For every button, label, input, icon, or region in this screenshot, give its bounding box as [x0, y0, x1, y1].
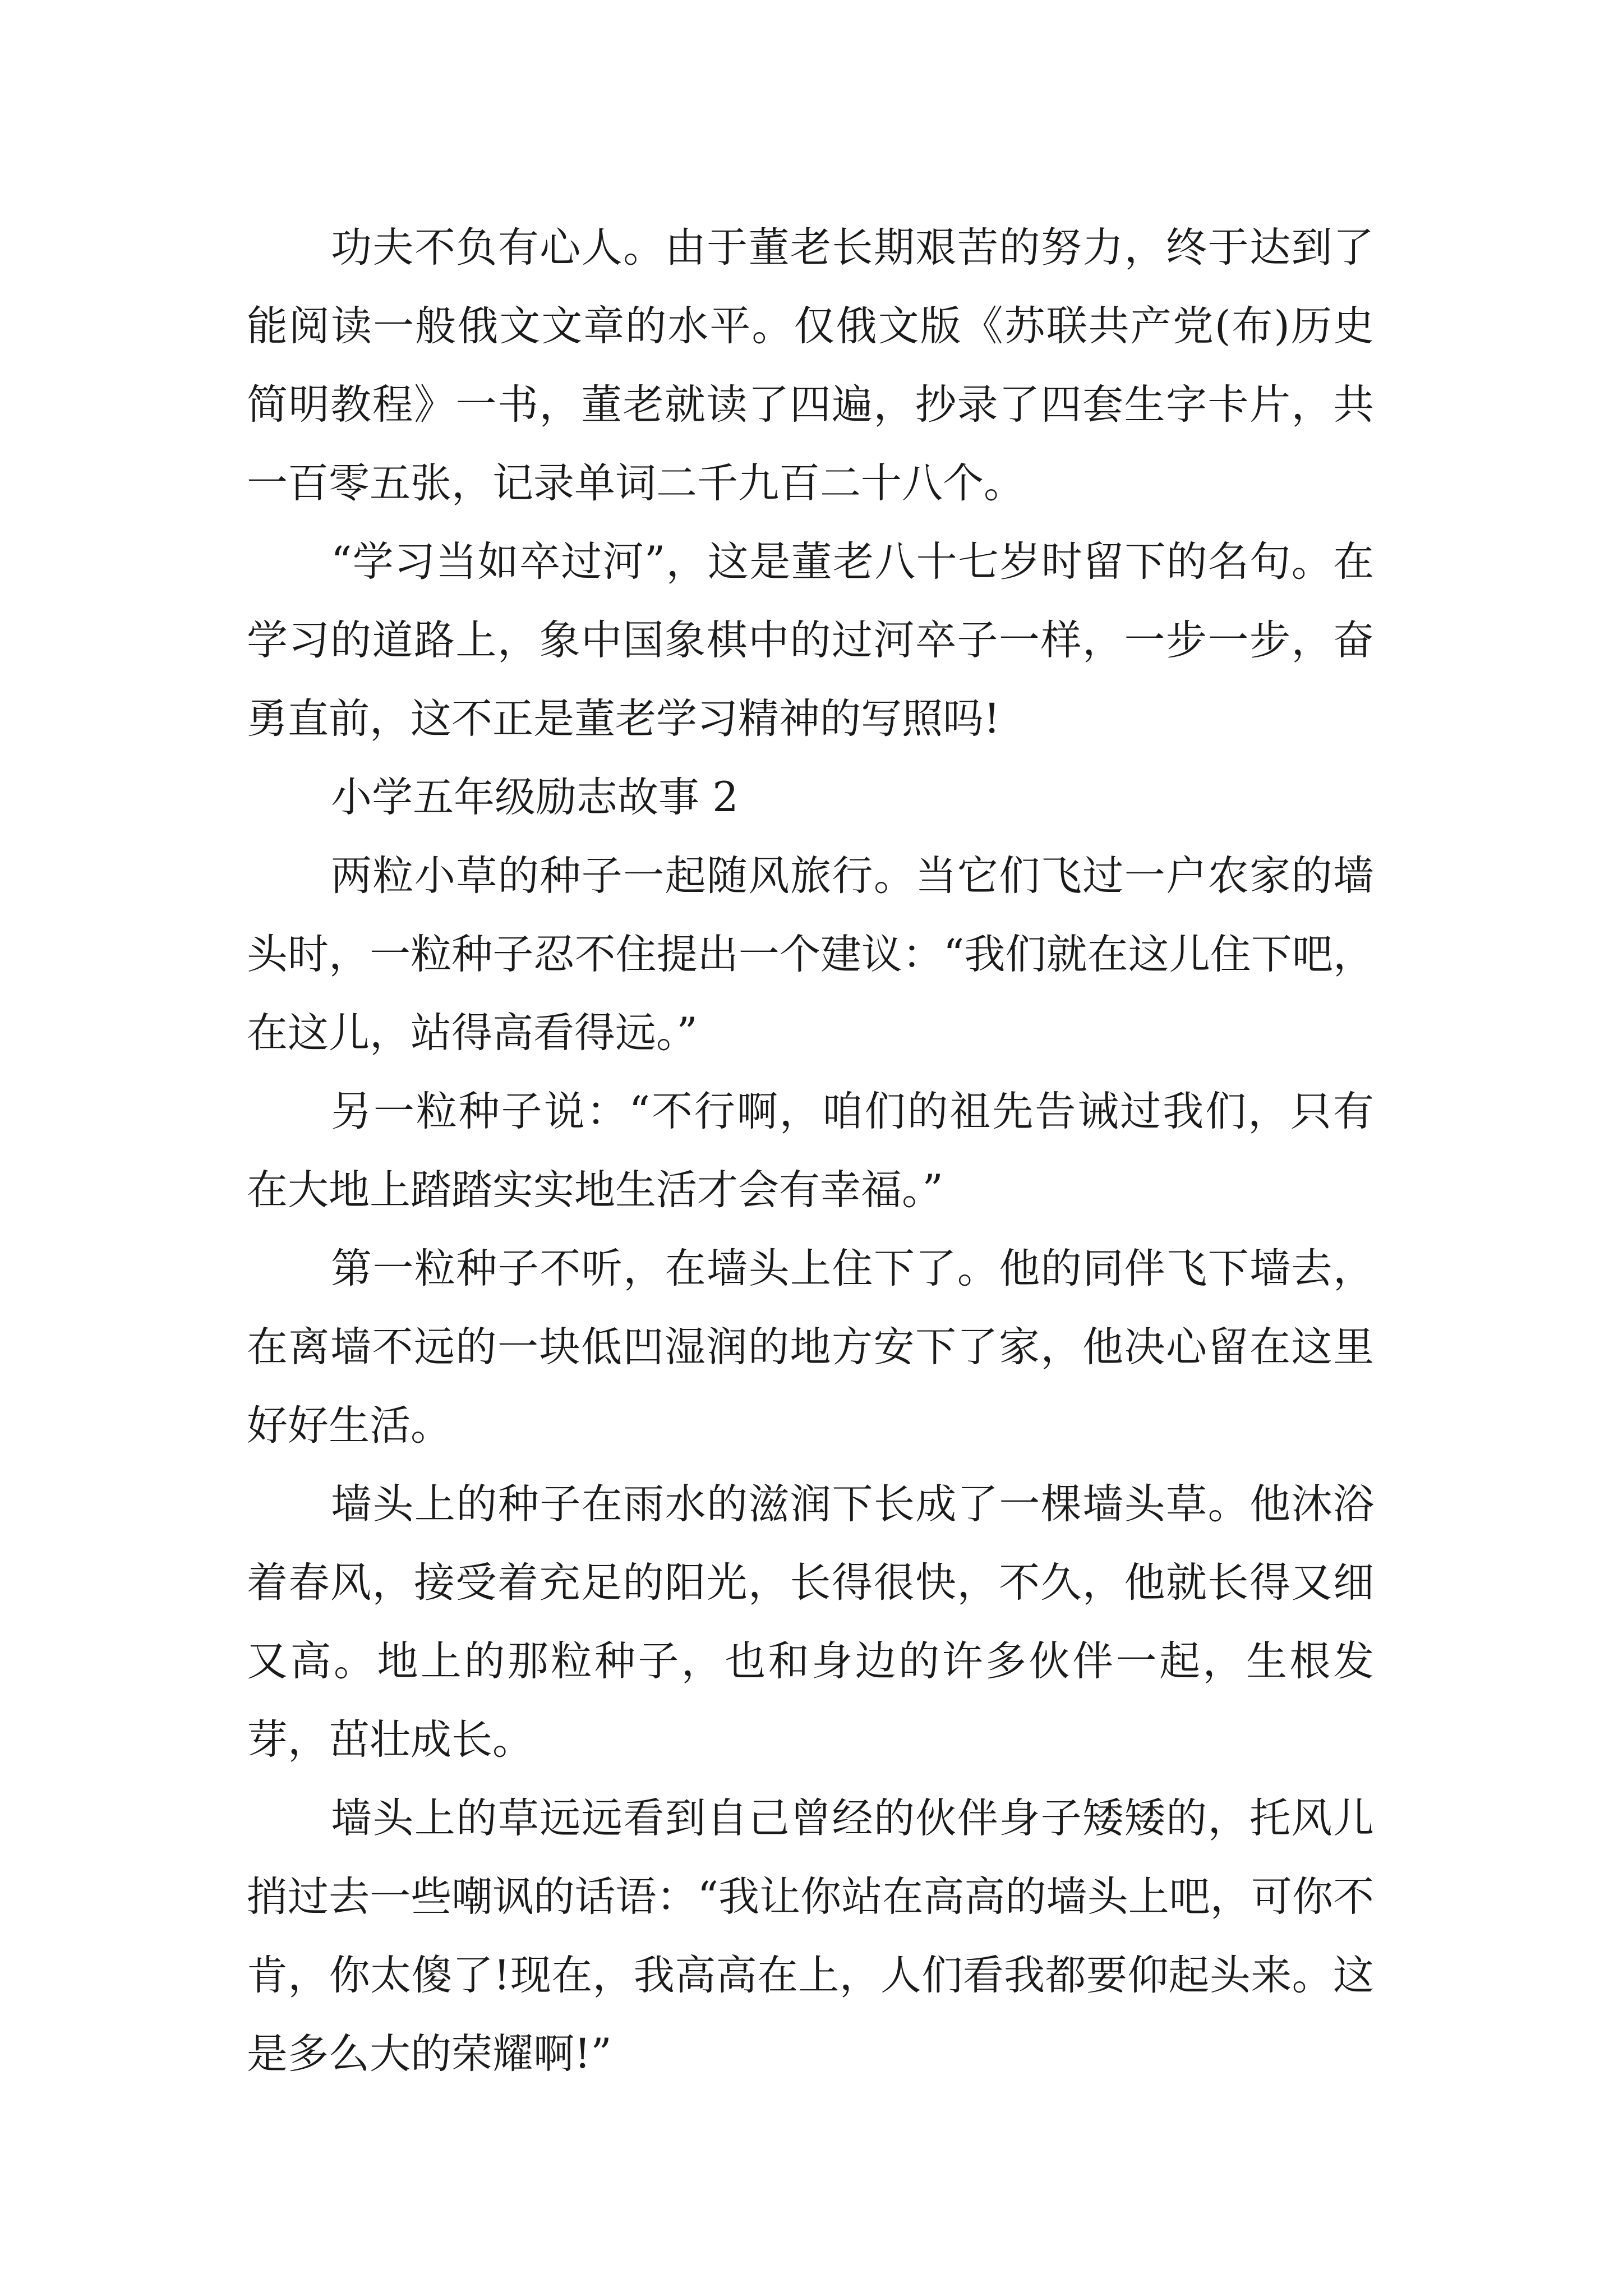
paragraph-5: 第一粒种子不听，在墙头上住下了。他的同伴飞下墙去，在离墙不远的一块低凹湿润的地方安下了家，他决心留在这里好好生活。	[247, 1245, 1374, 1450]
paragraph-3: 两粒小草的种子一起随风旅行。当它们飞过一户农家的墙头时，一粒种子忍不住提出一个建议：“我们就在这儿住下吧，在这儿，站得高看得远。”	[247, 852, 1374, 1057]
paragraph-1: 功夫不负有心人。由于董老长期艰苦的努力，终于达到了能阅读一般俄文文章的水平。仅俄文版《苏联共产党(布)历史简明教程》一书，董老就读了四遍，抄录了四套生字卡片，共一百零五张，记录单词二千九百二十八个。	[247, 224, 1374, 507]
paragraph-2: “学习当如卒过河”，这是董老八十七岁时留下的名句。在学习的道路上，象中国象棋中的过河卒子一样，一步一步，奋勇直前，这不正是董老学习精神的写照吗!	[247, 538, 1374, 743]
section-heading: 小学五年级励志故事 2	[331, 774, 739, 821]
paragraph-6: 墙头上的种子在雨水的滋润下长成了一棵墙头草。他沐浴着春风，接受着充足的阳光，长得很快，不久，他就长得又细又高。地上的那粒种子，也和身边的许多伙伴一起，生根发芽，茁壮成长。	[247, 1480, 1374, 1764]
paragraph-7: 墙头上的草远远看到自己曾经的伙伴身子矮矮的，托风儿捎过去一些嘲讽的话语：“我让你站在高高的墙头上吧，可你不肯，你太傻了!现在，我高高在上，人们看我都要仰起头来。这是多么大的荣耀啊!”	[247, 1795, 1374, 2078]
document-body	[247, 209, 1374, 2093]
paragraph-4: 另一粒种子说：“不行啊，咱们的祖先告诫过我们，只有在大地上踏踏实实地生活才会有幸福。”	[247, 1088, 1374, 1214]
